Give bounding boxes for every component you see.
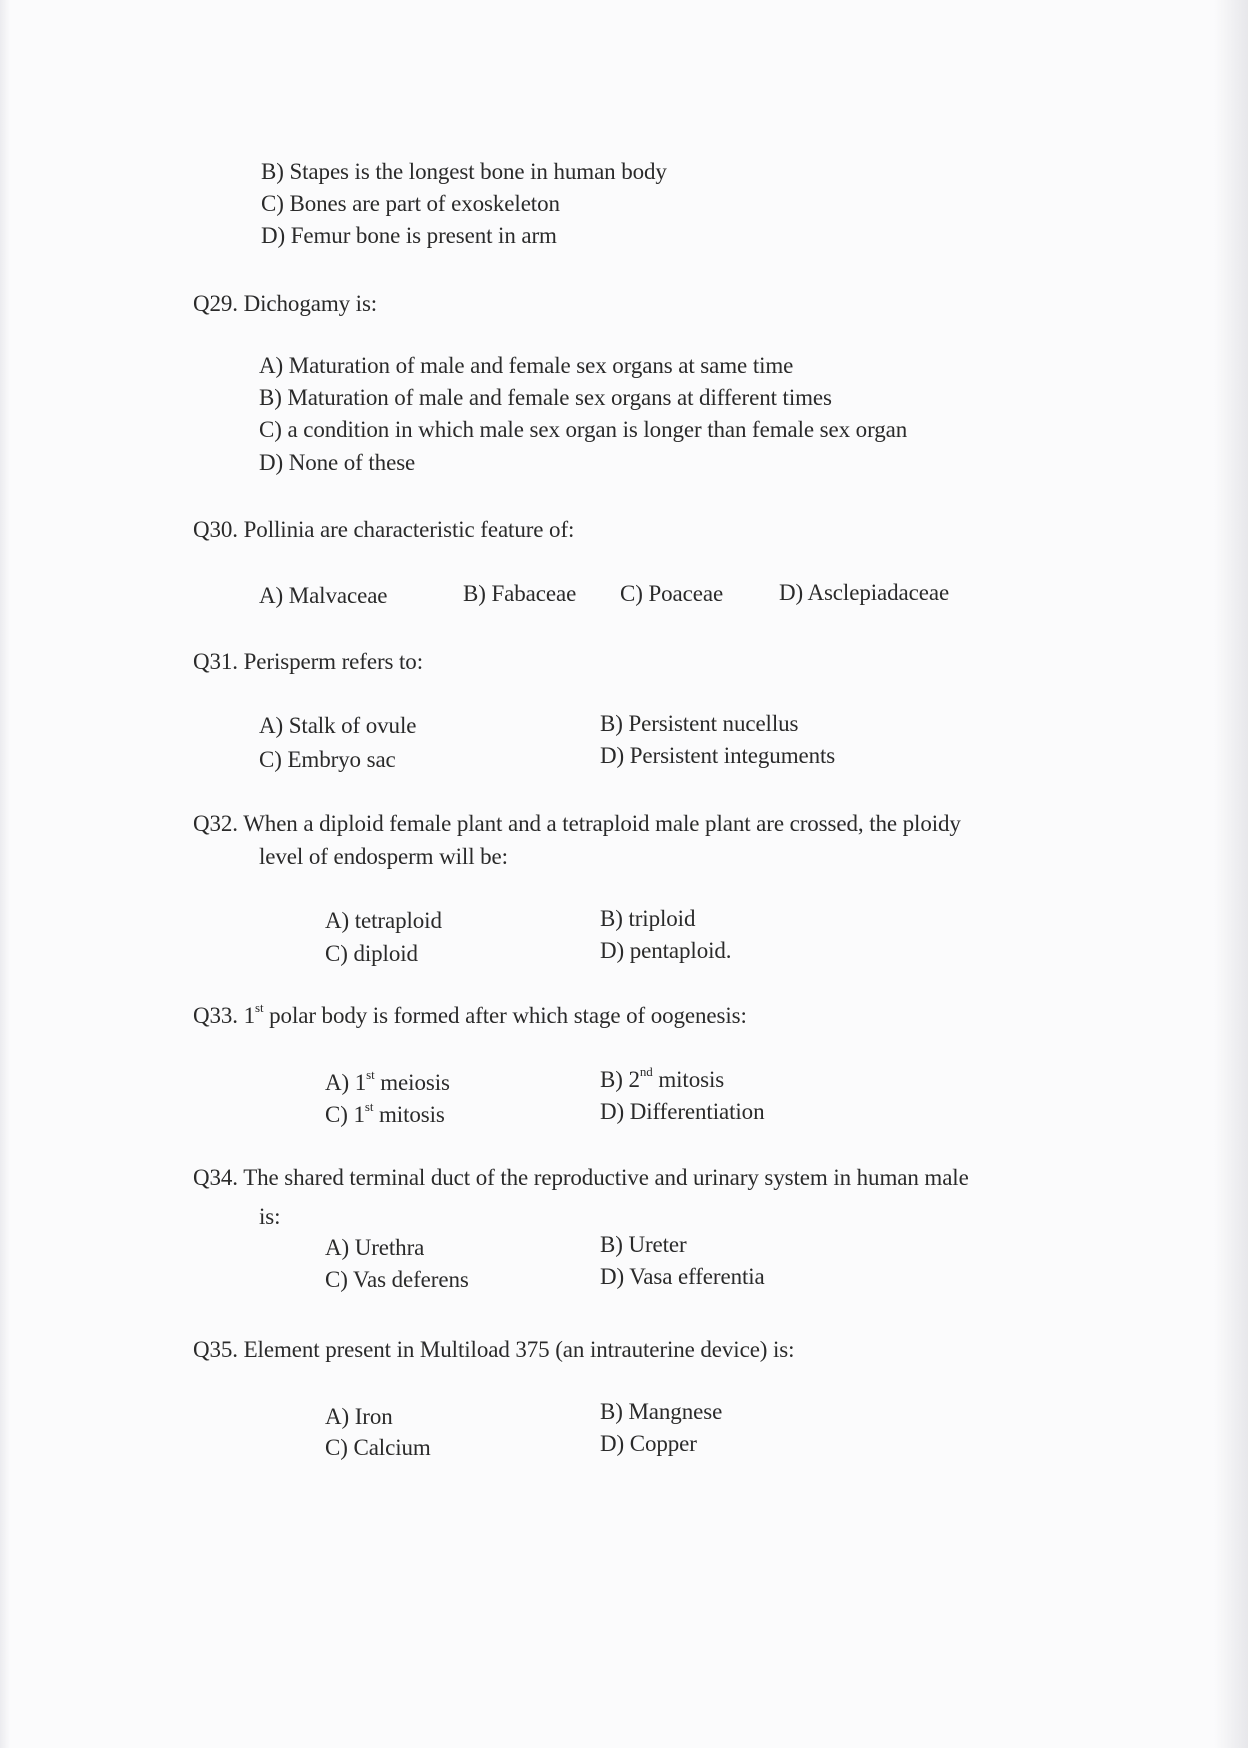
q33-option-b: B) 2nd mitosis: [600, 1064, 725, 1092]
q32-option-b: B) triploid: [600, 906, 696, 931]
q29-option-c: C) a condition in which male sex organ is longer than female sex organ: [259, 417, 908, 442]
q32-question-line1: Q32. When a diploid female plant and a tetraploid male plant are crossed, the ploidy: [193, 811, 961, 836]
q29-question: Q29. Dichogamy is:: [193, 291, 378, 316]
q28-option-d: D) Femur bone is present in arm: [261, 223, 557, 248]
q30-option-a: A) Malvaceae: [259, 583, 388, 608]
q34-option-c: C) Vas deferens: [325, 1267, 469, 1292]
q31-option-a: A) Stalk of ovule: [259, 713, 417, 738]
q35-option-c: C) Calcium: [325, 1435, 431, 1460]
q35-option-d: D) Copper: [600, 1431, 697, 1456]
q32-question-line2: level of endosperm will be:: [259, 844, 508, 869]
q34-option-d: D) Vasa efferentia: [600, 1264, 765, 1289]
q34-option-a: A) Urethra: [325, 1235, 425, 1260]
q35-option-b: B) Mangnese: [600, 1399, 723, 1424]
q29-option-b: B) Maturation of male and female sex organs at different times: [259, 385, 832, 410]
q33-option-d: D) Differentiation: [600, 1099, 765, 1124]
q30-option-d: D) Asclepiadaceae: [779, 580, 950, 605]
q34-option-b: B) Ureter: [600, 1232, 687, 1257]
q32-option-d: D) pentaploid.: [600, 938, 732, 963]
q33-option-c: C) 1st mitosis: [325, 1099, 445, 1127]
q31-option-b: B) Persistent nucellus: [600, 711, 799, 736]
q30-question: Q30. Pollinia are characteristic feature of:: [193, 517, 575, 542]
q30-option-b: B) Fabaceae: [463, 581, 577, 606]
q28-option-b: B) Stapes is the longest bone in human body: [261, 159, 667, 184]
q28-option-c: C) Bones are part of exoskeleton: [261, 191, 560, 216]
q29-option-d: D) None of these: [259, 450, 416, 475]
q35-option-a: A) Iron: [325, 1404, 393, 1429]
q35-question: Q35. Element present in Multiload 375 (an intrauterine device) is:: [193, 1337, 795, 1362]
q31-option-d: D) Persistent integuments: [600, 743, 836, 768]
q34-question-line2: is:: [259, 1204, 281, 1229]
q29-option-a: A) Maturation of male and female sex organs at same time: [259, 353, 794, 378]
q31-option-c: C) Embryo sac: [259, 747, 396, 772]
q32-option-a: A) tetraploid: [325, 908, 442, 933]
q33-question: Q33. 1st polar body is formed after which stage of oogenesis:: [193, 1000, 747, 1028]
q31-question: Q31. Perisperm refers to:: [193, 649, 423, 674]
q34-question-line1: Q34. The shared terminal duct of the reproductive and urinary system in human male: [193, 1165, 969, 1190]
q32-option-c: C) diploid: [325, 941, 418, 966]
q33-option-a: A) 1st meiosis: [325, 1067, 450, 1095]
scan-edge-right: [1214, 0, 1248, 1748]
q30-option-c: C) Poaceae: [620, 581, 724, 606]
scan-edge-left: [0, 0, 10, 1748]
